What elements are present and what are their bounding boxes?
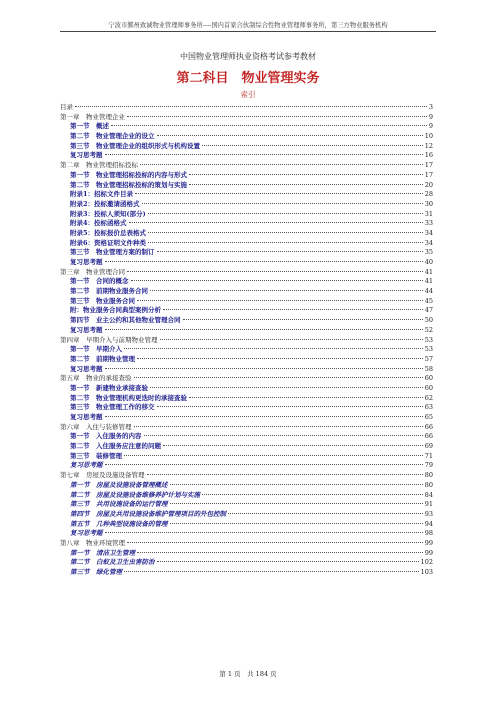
table-of-contents xyxy=(60,103,433,578)
toc-entry-page: 9 xyxy=(428,112,433,121)
toc-entry-page: 28 xyxy=(424,190,433,199)
toc-leader-dots xyxy=(148,213,423,214)
toc-entry-page: 60 xyxy=(424,374,433,383)
toc-entry-title: 第二节 物业管理招标投标的策划与实施 xyxy=(70,180,187,189)
toc-entry[interactable] xyxy=(60,258,433,268)
toc-entry[interactable] xyxy=(60,403,433,413)
toc-entry-title: 复习思考题 xyxy=(70,364,103,373)
toc-entry[interactable] xyxy=(60,461,433,471)
toc-entry-title: 复习思考题 xyxy=(70,258,103,266)
toc-entry-title: 复习思考题 xyxy=(70,413,103,421)
toc-entry-title: 目录 xyxy=(60,103,73,111)
toc-entry-title: 附录2：投标邀请函格式 xyxy=(70,199,140,208)
toc-entry[interactable] xyxy=(60,122,433,132)
toc-leader-dots xyxy=(202,494,423,495)
toc-entry-page: 16 xyxy=(424,151,433,160)
toc-entry-page: 17 xyxy=(424,170,433,179)
toc-leader-dots xyxy=(147,474,423,475)
page-footer: 第 1 页 共 184 页 xyxy=(219,670,277,678)
toc-entry-page: 45 xyxy=(424,296,433,305)
toc-leader-dots xyxy=(150,387,423,388)
toc-entry-page: 52 xyxy=(424,325,433,334)
toc-leader-dots xyxy=(170,503,423,504)
toc-entry[interactable] xyxy=(60,306,433,316)
toc-entry-page: 63 xyxy=(424,403,433,412)
toc-entry-title: 第八章 物业环境管理 xyxy=(60,538,125,547)
toc-entry-page: 47 xyxy=(424,306,433,315)
toc-entry-title: 第五节 几种典型设施设备的管理 xyxy=(70,519,168,528)
toc-entry[interactable] xyxy=(60,287,433,297)
toc-entry-page: 40 xyxy=(424,258,433,266)
toc-leader-dots xyxy=(137,552,423,553)
toc-entry[interactable] xyxy=(60,423,433,433)
toc-entry[interactable] xyxy=(60,345,433,355)
toc-entry-page: 62 xyxy=(424,393,433,402)
toc-leader-dots xyxy=(129,222,423,223)
toc-leader-dots xyxy=(131,280,423,281)
toc-leader-dots xyxy=(124,348,423,349)
toc-leader-dots xyxy=(189,397,423,398)
toc-entry[interactable] xyxy=(60,181,433,191)
toc-leader-dots xyxy=(189,174,423,175)
toc-entry[interactable] xyxy=(60,491,433,501)
toc-entry-title: 第一节 清洁卫生管理 xyxy=(70,548,135,557)
document-title: 第二科目 物业管理实务 xyxy=(176,71,320,86)
toc-entry[interactable] xyxy=(60,442,433,452)
toc-entry[interactable] xyxy=(60,297,433,307)
toc-entry-page: 58 xyxy=(424,364,433,373)
toc-entry[interactable] xyxy=(60,432,433,442)
toc-leader-dots xyxy=(127,542,423,543)
toc-entry-title: 第四节 业主公约和其他物业管理合同 xyxy=(70,316,181,325)
toc-entry-page: 17 xyxy=(424,161,433,170)
toc-leader-dots xyxy=(111,125,427,126)
toc-entry[interactable] xyxy=(60,355,433,365)
toc-entry-title: 第二节 物业管理机构更迭时的承接查验 xyxy=(70,393,187,402)
toc-entry-page: 91 xyxy=(424,500,433,509)
toc-entry-title: 附录4：投标函格式 xyxy=(70,219,127,228)
toc-entry-page: 103 xyxy=(420,568,433,576)
toc-entry-page: 66 xyxy=(424,422,433,431)
toc-entry-title: 第二节 房屋及设施设备维修养护计划与实施 xyxy=(70,490,200,499)
toc-leader-dots xyxy=(75,106,427,107)
toc-leader-dots xyxy=(134,426,423,427)
toc-leader-dots xyxy=(137,358,423,359)
toc-entry-title: 附：物业服务合同典型案例分析 xyxy=(70,306,161,315)
toc-leader-dots xyxy=(105,261,423,262)
toc-leader-dots xyxy=(157,406,423,407)
toc-entry-title: 第五章 物业的承接查验 xyxy=(60,374,132,383)
toc-leader-dots xyxy=(105,532,423,533)
toc-entry-page: 20 xyxy=(424,180,433,189)
toc-leader-dots xyxy=(189,184,423,185)
toc-entry-page: 99 xyxy=(424,548,433,557)
toc-entry[interactable] xyxy=(60,413,433,423)
toc-entry[interactable] xyxy=(60,132,433,142)
toc-leader-dots xyxy=(124,571,419,572)
toc-entry-title: 第一节 物业管理招标投标的内容与形式 xyxy=(70,170,187,179)
toc-entry-title: 第三节 绿化管理 xyxy=(70,568,122,576)
toc-entry-title: 第三节 装修管理 xyxy=(70,451,122,460)
toc-leader-dots xyxy=(105,154,423,155)
toc-entry-title: 第二节 前期物业服务合同 xyxy=(70,287,148,296)
toc-leader-dots xyxy=(135,193,423,194)
toc-entry[interactable] xyxy=(60,568,433,578)
toc-entry-page: 33 xyxy=(424,219,433,228)
toc-entry-page: 99 xyxy=(424,538,433,547)
toc-leader-dots xyxy=(105,464,423,465)
toc-entry-title: 第二节 白蚁及卫生虫害防治 xyxy=(70,558,155,567)
toc-entry-page: 60 xyxy=(424,383,433,392)
toc-entry-page: 10 xyxy=(424,132,433,141)
toc-leader-dots xyxy=(183,319,423,320)
toc-entry[interactable] xyxy=(60,500,433,510)
toc-entry-page: 41 xyxy=(424,267,433,276)
toc-entry-page: 30 xyxy=(424,199,433,208)
toc-entry-page: 50 xyxy=(424,316,433,325)
toc-entry[interactable] xyxy=(60,113,433,123)
toc-entry-title: 第二章 物业管理招标投标 xyxy=(60,161,138,170)
toc-entry[interactable] xyxy=(60,374,433,384)
toc-entry-page: 66 xyxy=(424,432,433,441)
toc-entry-page: 34 xyxy=(424,228,433,237)
toc-leader-dots xyxy=(170,523,423,524)
toc-entry[interactable] xyxy=(60,471,433,481)
toc-entry[interactable] xyxy=(60,539,433,549)
toc-entry[interactable] xyxy=(60,200,433,210)
toc-entry[interactable] xyxy=(60,277,433,287)
toc-entry[interactable] xyxy=(60,316,433,326)
toc-leader-dots xyxy=(105,329,423,330)
toc-entry[interactable] xyxy=(60,229,433,239)
toc-entry[interactable] xyxy=(60,142,433,152)
toc-entry-page: 93 xyxy=(424,509,433,518)
toc-entry[interactable] xyxy=(60,365,433,375)
toc-entry-page: 79 xyxy=(424,461,433,470)
toc-leader-dots xyxy=(163,445,423,446)
toc-entry[interactable] xyxy=(60,219,433,229)
toc-leader-dots xyxy=(150,290,423,291)
toc-entry-page: 3 xyxy=(428,103,433,111)
toc-entry[interactable] xyxy=(60,161,433,171)
toc-entry-title: 复习思考题 xyxy=(70,461,103,470)
toc-entry[interactable] xyxy=(60,268,433,278)
toc-entry[interactable] xyxy=(60,190,433,200)
toc-entry-page: 34 xyxy=(424,238,433,247)
toc-entry[interactable] xyxy=(60,510,433,520)
toc-entry-page: 65 xyxy=(424,413,433,421)
page-header: 宁波市鄞州致诚物业管理师事务所----国内首家合伙制综合性物业管理师事务所，第三方物业服务机构 xyxy=(108,22,388,29)
toc-leader-dots xyxy=(170,484,423,485)
toc-entry-page: 84 xyxy=(424,490,433,499)
toc-heading: 索引 xyxy=(240,90,256,99)
toc-entry-title: 第三节 物业管理方案的制订 xyxy=(70,248,155,257)
toc-entry-title: 附录1：招标文件目录 xyxy=(70,190,134,199)
toc-leader-dots xyxy=(142,203,423,204)
toc-entry[interactable] xyxy=(60,549,433,559)
toc-entry-title: 第三节 物业服务合同 xyxy=(70,296,135,305)
toc-entry-title: 第二节 入住服务应注意的问题 xyxy=(70,442,161,451)
toc-entry-page: 44 xyxy=(424,287,433,296)
toc-entry-title: 第三节 共用设施设备的运行管理 xyxy=(70,500,168,509)
toc-entry[interactable] xyxy=(60,336,433,346)
toc-entry[interactable] xyxy=(60,394,433,404)
toc-entry-page: 9 xyxy=(428,122,433,131)
toc-entry-page: 12 xyxy=(424,141,433,150)
toc-entry[interactable] xyxy=(60,103,433,113)
toc-leader-dots xyxy=(163,309,423,310)
toc-entry[interactable] xyxy=(60,151,433,161)
toc-entry-page: 80 xyxy=(424,480,433,489)
toc-entry-page: 57 xyxy=(424,354,433,363)
toc-entry-title: 第四章 早期介入与前期物业管理 xyxy=(60,335,158,344)
toc-entry-title: 第一节 新建物业承接查验 xyxy=(70,383,148,392)
toc-entry-title: 第三章 物业管理合同 xyxy=(60,267,125,276)
toc-entry-title: 第二节 物业管理企业的设立 xyxy=(70,132,155,141)
toc-entry-title: 第四节 房屋及共用设施设备维护管理项目的外包控制 xyxy=(70,509,226,518)
toc-entry[interactable] xyxy=(60,529,433,539)
toc-entry[interactable] xyxy=(60,210,433,220)
toc-entry[interactable] xyxy=(60,326,433,336)
toc-leader-dots xyxy=(202,145,423,146)
toc-entry-title: 第一节 早期介入 xyxy=(70,345,122,354)
toc-leader-dots xyxy=(127,271,423,272)
toc-entry-title: 第七章 房屋及设施设备管理 xyxy=(60,471,145,480)
toc-leader-dots xyxy=(228,513,423,514)
toc-leader-dots xyxy=(105,368,423,369)
toc-entry[interactable] xyxy=(60,384,433,394)
toc-leader-dots xyxy=(157,135,423,136)
toc-entry[interactable] xyxy=(60,452,433,462)
toc-entry-title: 第一节 入住服务的内容 xyxy=(70,432,142,441)
toc-leader-dots xyxy=(127,116,427,117)
toc-entry-title: 附录5：投标报价总表格式 xyxy=(70,228,147,237)
toc-entry-page: 69 xyxy=(424,442,433,451)
toc-entry-page: 98 xyxy=(424,529,433,538)
toc-entry[interactable] xyxy=(60,558,433,568)
toc-leader-dots xyxy=(144,435,423,436)
toc-entry-title: 复习思考题 xyxy=(70,151,103,160)
toc-entry-title: 第六章 入住与装修管理 xyxy=(60,422,132,431)
toc-entry-page: 53 xyxy=(424,335,433,344)
toc-entry-page: 41 xyxy=(424,277,433,286)
toc-leader-dots xyxy=(134,377,423,378)
toc-entry-title: 第三节 物业管理工作的移交 xyxy=(70,403,155,412)
document-subtitle: 中国物业管理师执业资格考试参考教材 xyxy=(180,52,316,61)
toc-leader-dots xyxy=(157,251,423,252)
toc-entry-page: 94 xyxy=(424,519,433,528)
toc-entry[interactable] xyxy=(60,171,433,181)
toc-entry-title: 复习思考题 xyxy=(70,529,103,538)
toc-entry[interactable] xyxy=(60,481,433,491)
toc-leader-dots xyxy=(148,242,423,243)
toc-entry[interactable] xyxy=(60,248,433,258)
toc-leader-dots xyxy=(137,300,423,301)
toc-entry-page: 71 xyxy=(424,451,433,460)
toc-entry-title: 附录6：资格证明文件种类 xyxy=(70,238,147,247)
toc-entry-page: 31 xyxy=(424,209,433,218)
header-rule xyxy=(60,31,436,32)
toc-entry[interactable] xyxy=(60,239,433,249)
toc-entry-title: 复习思考题 xyxy=(70,325,103,334)
toc-leader-dots xyxy=(140,164,423,165)
toc-entry-page: 102 xyxy=(420,558,433,567)
toc-entry-page: 80 xyxy=(424,471,433,480)
toc-leader-dots xyxy=(124,455,423,456)
toc-entry-title: 第一节 概述 xyxy=(70,122,109,131)
toc-entry-page: 53 xyxy=(424,345,433,354)
toc-leader-dots xyxy=(148,232,423,233)
toc-entry-title: 第一章 物业管理企业 xyxy=(60,112,125,121)
toc-leader-dots xyxy=(105,416,423,417)
toc-entry-title: 第一节 合同的概念 xyxy=(70,277,129,286)
toc-entry[interactable] xyxy=(60,520,433,530)
toc-entry-title: 附录3：投标人须知(部分) xyxy=(70,209,146,218)
toc-leader-dots xyxy=(157,561,419,562)
toc-entry-title: 第三节 物业管理企业的组织形式与机构设置 xyxy=(70,141,200,150)
toc-leader-dots xyxy=(160,339,423,340)
toc-entry-title: 第一节 房屋及设施设备管理概述 xyxy=(70,480,168,489)
toc-entry-title: 第二节 前期物业管理 xyxy=(70,354,135,363)
toc-entry-page: 35 xyxy=(424,248,433,257)
